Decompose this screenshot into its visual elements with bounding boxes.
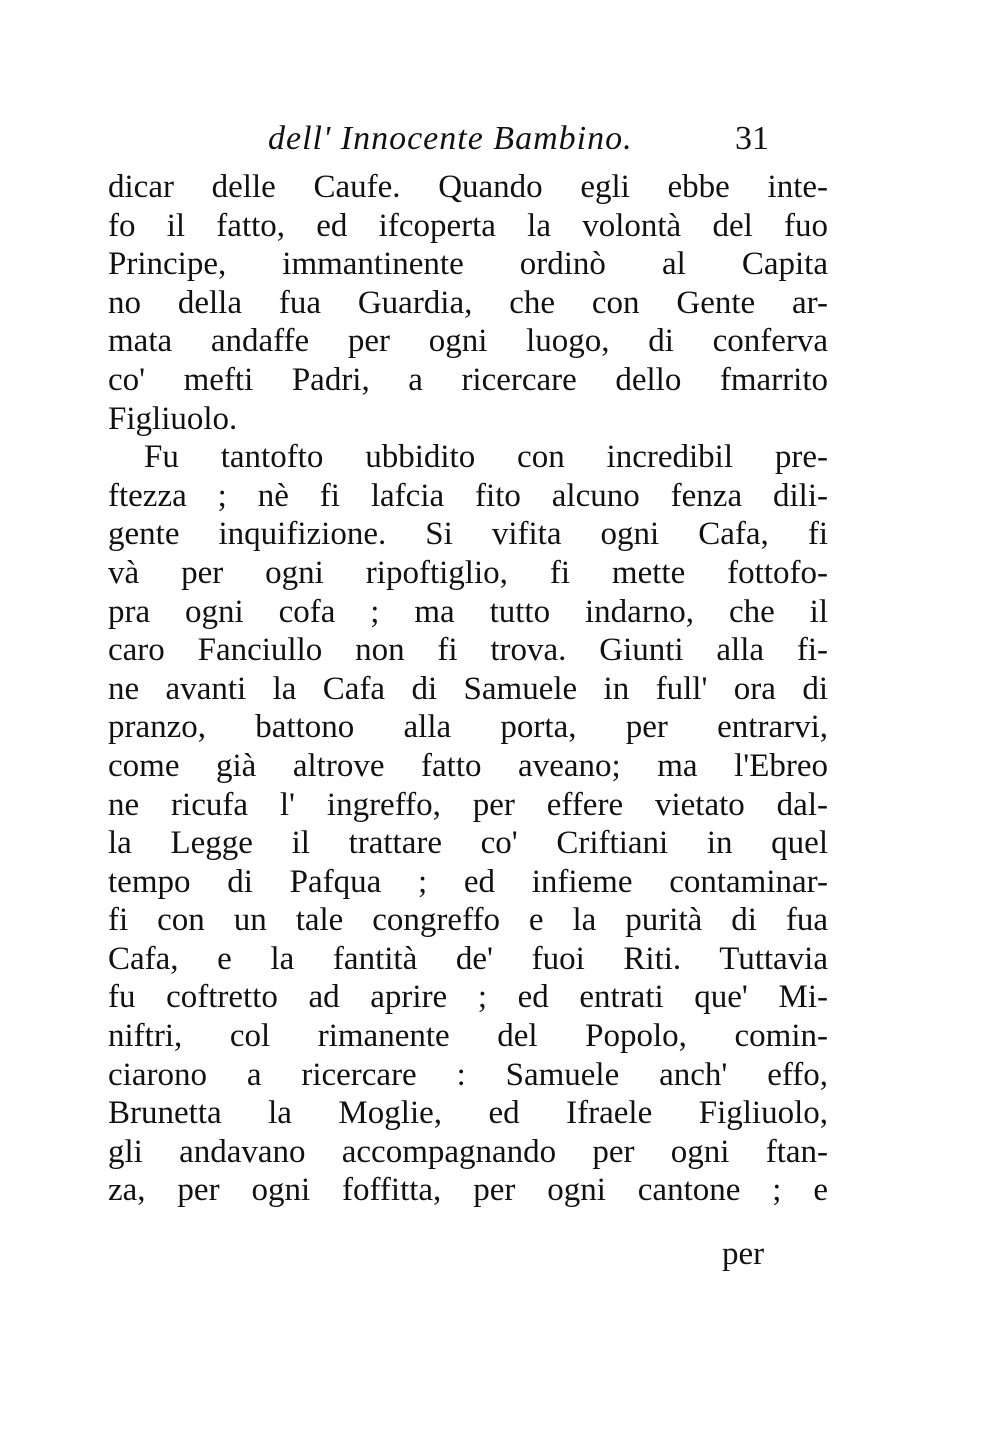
text-line: Brunetta la Moglie, ed Ifraele Figliuolo,	[108, 1095, 828, 1132]
text-line: pranzo, battono alla porta, per entrarvi,	[108, 709, 828, 746]
text-line: mata andaffe per ogni luogo, di conferva	[108, 323, 828, 360]
body-text	[108, 168, 828, 1210]
text-line: caro Fanciullo non fi trova. Giunti alla fi-	[108, 632, 828, 669]
text-line: Cafa, e la fantità de' fuoi Riti. Tuttavia	[108, 940, 828, 977]
text-line: pra ogni cofa ; ma tutto indarno, che il	[108, 593, 828, 630]
catchword: per	[722, 1236, 765, 1272]
text-line: gente inquifizione. Si vifita ogni Cafa, fi	[108, 516, 828, 553]
text-line: fo il fatto, ed ifcoperta la volontà del fuo	[108, 207, 828, 244]
text-line: và per ogni ripoftiglio, fi mette fottofo-	[108, 554, 828, 591]
text-line: la Legge il trattare co' Criftiani in quel	[108, 825, 828, 862]
text-line: dicar delle Caufe. Quando egli ebbe inte-	[108, 169, 828, 205]
running-title: dell' Innocente Bambino.	[268, 120, 633, 157]
text-line: Figliuolo.	[108, 400, 238, 437]
text-line: Fu tantofto ubbidito con incredibil pre-	[144, 439, 828, 476]
text-line: gli andavano accompagnando per ogni ftan-	[108, 1133, 828, 1170]
text-line: come già altrove fatto aveano; ma l'Ebreo	[108, 747, 828, 784]
text-line: fu coftretto ad aprire ; ed entrati que' Mi-	[108, 979, 828, 1016]
text-line: ciarono a ricercare : Samuele anch' effo,	[108, 1056, 828, 1093]
text-line: ne avanti la Cafa di Samuele in full' ora di	[108, 670, 828, 707]
text-line: no della fua Guardia, che con Gente ar-	[108, 284, 828, 321]
text-line: niftri, col rimanente del Popolo, comin-	[108, 1018, 828, 1055]
page-number: 31	[735, 120, 769, 157]
text-line: ftezza ; nè fi lafcia fito alcuno fenza dili-	[108, 477, 828, 514]
text-line: Principe, immantinente ordinò al Capita	[108, 246, 828, 283]
text-line: co' mefti Padri, a ricercare dello fmarrito	[108, 361, 828, 398]
text-line: fi con un tale congreffo e la purità di fua	[108, 902, 828, 939]
text-line: za, per ogni foffitta, per ogni cantone ; e	[108, 1172, 828, 1209]
text-line: ne ricufa l' ingreffo, per effere vietato dal-	[108, 786, 828, 823]
text-line: tempo di Pafqua ; ed infieme contaminar-	[108, 863, 828, 900]
